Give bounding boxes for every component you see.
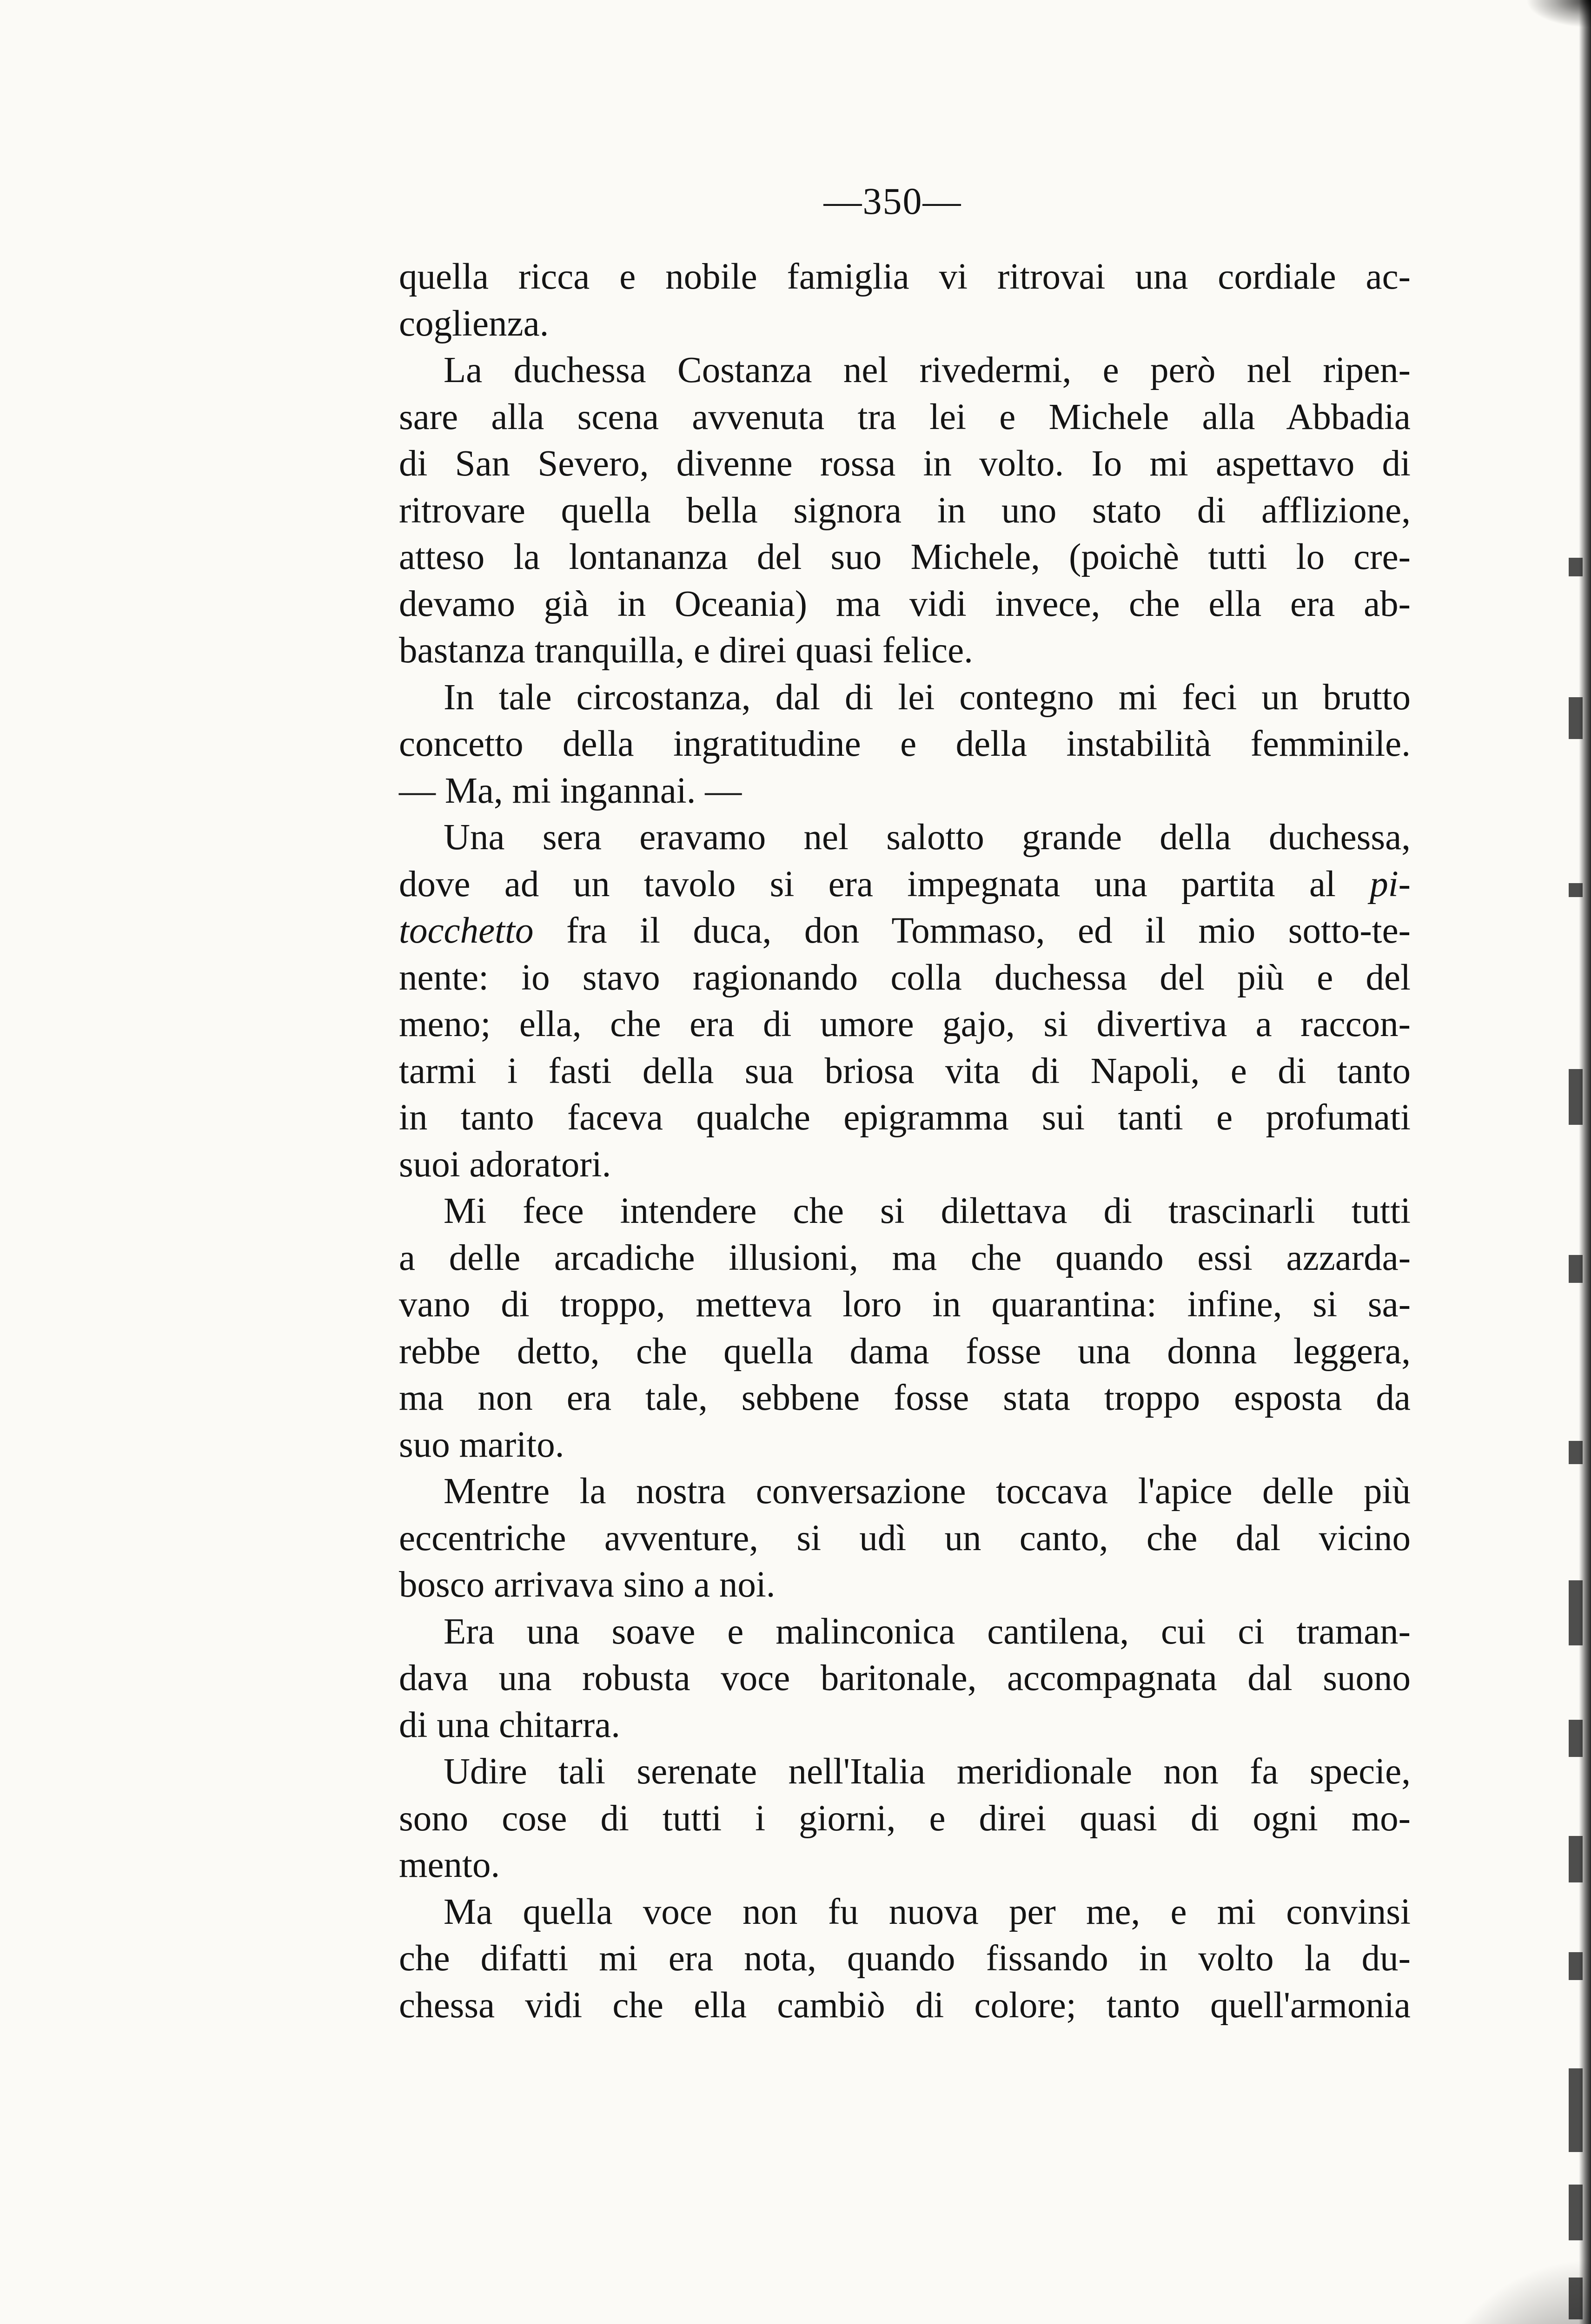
text-line: dove ad un tavolo si era impegnata una partita al pi-: [399, 864, 1411, 905]
edge-speck: [1569, 883, 1583, 897]
text-line: Ma quella voce non fu nuova per me, e mi convinsi: [444, 1891, 1411, 1932]
text-line: mento.: [399, 1845, 500, 1885]
page-number: —350—: [823, 180, 962, 222]
text-line: bastanza tranquilla, e direi quasi felice.: [399, 630, 973, 671]
edge-speck: [1569, 558, 1583, 576]
text-line: Udire tali serenate nell'Italia meridionale non fa specie,: [444, 1751, 1411, 1792]
page-number-value: 350: [862, 180, 923, 222]
text-line: suo marito.: [399, 1424, 564, 1465]
edge-speck: [1569, 1836, 1583, 1882]
text-line: La duchessa Costanza nel rivedermi, e però nel ripen-: [444, 350, 1411, 390]
text-line: ritrovare quella bella signora in uno stato di afflizione,: [399, 490, 1411, 531]
text-line: in tanto faceva qualche epigramma sui tanti e profumati: [399, 1097, 1411, 1138]
text-line: In tale circostanza, dal di lei contegno mi feci un brutto: [444, 677, 1411, 718]
text-line: Una sera eravamo nel salotto grande della duchessa,: [444, 817, 1411, 858]
body-text: [399, 254, 1411, 2029]
text-line: dava una robusta voce baritonale, accompagnata dal suono: [399, 1658, 1411, 1698]
text-line: nente: io stavo ragionando colla duchessa del più e del: [399, 957, 1411, 998]
text-line: devamo già in Oceania) ma vidi invece, che ella era ab-: [399, 583, 1411, 624]
text-line: di San Severo, divenne rossa in volto. Io mi aspettavo di: [399, 443, 1411, 484]
text-line: di una chitarra.: [399, 1704, 620, 1745]
text-line: atteso la lontananza del suo Michele, (poichè tutti lo cre-: [399, 537, 1411, 577]
edge-speck: [1569, 2278, 1583, 2319]
edge-speck: [1569, 1255, 1583, 1283]
text-line: chessa vidi che ella cambiò di colore; tanto quell'armonia: [399, 1985, 1411, 2026]
text-line: tocchetto fra il duca, don Tommaso, ed il mio sotto-te-: [399, 911, 1411, 951]
text-line: ma non era tale, sebbene fosse stata troppo esposta da: [399, 1378, 1411, 1418]
text-line: che difatti mi era nota, quando fissando in volto la du-: [399, 1938, 1411, 1979]
edge-speck: [1569, 2068, 1583, 2152]
edge-speck: [1569, 2185, 1583, 2240]
text-line: sono cose di tutti i giorni, e direi quasi di ogni mo-: [399, 1798, 1411, 1839]
edge-speck: [1569, 1952, 1583, 1980]
text-line: a delle arcadiche illusioni, ma che quando essi azzarda-: [399, 1237, 1411, 1278]
edge-speck: [1569, 1580, 1583, 1645]
bottom-corner-smudge: [1414, 2258, 1591, 2324]
text-line: meno; ella, che era di umore gajo, si divertiva a raccon-: [399, 1004, 1411, 1044]
text-line: coglienza.: [399, 303, 549, 344]
text-line: sare alla scena avvenuta tra lei e Michele alla Abbadia: [399, 396, 1411, 437]
text-line: tarmi i fasti della sua briosa vita di Napoli, e di tanto: [399, 1050, 1411, 1091]
text-line: bosco arrivava sino a noi.: [399, 1565, 776, 1605]
edge-speck: [1569, 1720, 1583, 1757]
edge-speck: [1569, 1069, 1583, 1125]
text-line: Mi fece intendere che si dilettava di trascinarli tutti: [444, 1191, 1411, 1231]
text-line: rebbe detto, che quella dama fosse una donna leggera,: [399, 1331, 1411, 1372]
text-line: quella ricca e nobile famiglia vi ritrovai una cordiale ac-: [399, 257, 1411, 297]
text-line: suoi adoratori.: [399, 1144, 611, 1185]
edge-speck: [1569, 697, 1583, 739]
edge-speck: [1569, 1441, 1583, 1464]
text-line: concetto della ingratitudine e della instabilità femminile.: [399, 724, 1411, 764]
text-line: Mentre la nostra conversazione toccava l'apice delle più: [444, 1471, 1411, 1512]
text-line: eccentriche avventure, si udì un canto, che dal vicino: [399, 1518, 1411, 1558]
text-line: — Ma, mi ingannai. —: [399, 770, 742, 811]
text-line: vano di troppo, metteva loro in quarantina: infine, si sa-: [399, 1284, 1411, 1325]
text-line: Era una soave e malinconica cantilena, cui ci traman-: [444, 1611, 1411, 1652]
